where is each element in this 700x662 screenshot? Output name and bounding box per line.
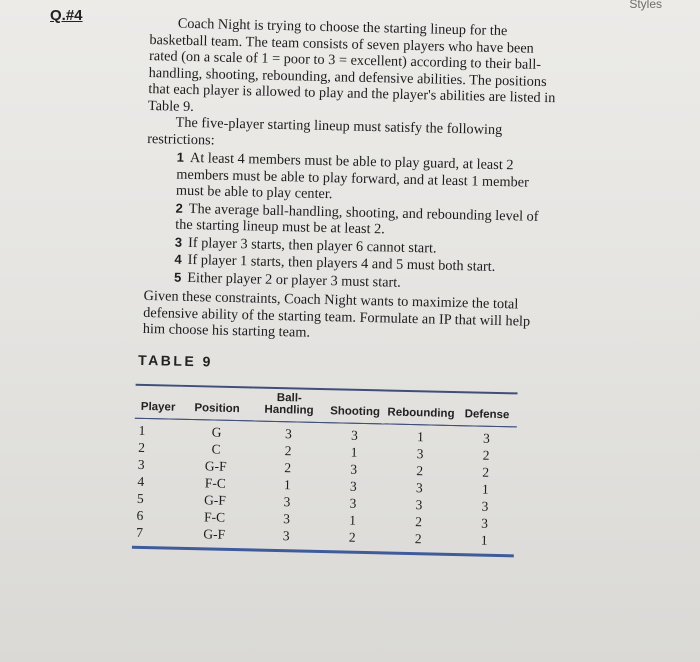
cell-position: G (211, 424, 222, 440)
header-ball-handling: Ball-Handling (264, 391, 314, 417)
player-ratings-table (132, 383, 517, 550)
cell-player: 1 (138, 422, 146, 438)
restriction-text: At least 4 members must be able to play guard, at least 2 members must be able to play forward, and at least 1 member must be able to play center. (175, 149, 530, 203)
cell-position: G-F (204, 458, 227, 474)
header-defense: Defense (464, 407, 510, 421)
cell-rebounding: 3 (415, 480, 423, 496)
restriction-text: Either player 2 or player 3 must start. (187, 269, 402, 291)
cell-shooting: 3 (349, 478, 357, 494)
cell-defense: 1 (481, 481, 489, 497)
cell-ball-handling: 3 (282, 528, 290, 544)
cell-ball-handling: 1 (283, 477, 291, 493)
cell-ball-handling: 3 (283, 511, 291, 527)
conclusion-paragraph: Given these constraints, Coach Night wants to maximize the total defensive ability of the starting team. Formulate an IP that will help him choose his starting team. (142, 287, 531, 341)
cell-shooting: 2 (348, 529, 356, 545)
cell-position: C (211, 441, 221, 457)
header-player: Player (140, 400, 176, 414)
cell-rebounding: 3 (416, 446, 424, 462)
restriction-number: 1 (176, 149, 185, 165)
restriction-number: 4 (174, 251, 182, 267)
restriction-number: 3 (174, 234, 183, 250)
cell-defense: 3 (481, 498, 489, 514)
cell-shooting: 3 (349, 495, 357, 511)
table-title: TABLE 9 (138, 351, 214, 370)
cell-ball-handling: 3 (284, 426, 293, 442)
header-rebounding: Rebounding (387, 405, 455, 420)
corner-label: Styles (629, 0, 662, 11)
cell-ball-handling: 2 (284, 443, 292, 459)
cell-position: G-F (203, 526, 226, 542)
cell-shooting: 3 (350, 427, 359, 443)
cell-position: F-C (203, 509, 226, 525)
question-number: Q.#4 (50, 7, 83, 24)
cell-shooting: 3 (350, 461, 358, 477)
cell-ball-handling: 3 (283, 494, 291, 510)
cell-defense: 3 (481, 515, 489, 531)
restriction-text: If player 3 starts, then player 6 cannot start. (187, 234, 437, 257)
cell-player: 4 (137, 473, 145, 489)
cell-player: 2 (138, 439, 146, 455)
restriction-text: If player 1 starts, then players 4 and 5 must both start. (187, 251, 496, 275)
restriction-item (176, 150, 557, 208)
cell-position: G-F (203, 492, 227, 508)
restriction-number: 5 (173, 269, 182, 285)
problem-content (138, 15, 560, 558)
cell-shooting: 1 (349, 512, 357, 528)
intro-paragraph: Coach Night is trying to choose the starting lineup for the basketball team. The team consists of seven players who have been rated (on a scale of 1 = poor to 3 = excellent) according to their ball-handling, shooting, rebounding, and defensive abilities. The positions that each player is allowed to play and the player's abilities are listed in Table 9. (147, 15, 556, 115)
header-shooting: Shooting (330, 404, 381, 418)
cell-rebounding: 2 (416, 463, 424, 479)
cell-defense: 2 (482, 447, 490, 463)
restriction-text: The average ball-handling, shooting, and rebounding level of the starting lineup must be at least 2. (175, 200, 539, 238)
cell-player: 3 (137, 456, 145, 472)
cell-position: F-C (204, 475, 227, 491)
cell-player: 6 (136, 507, 144, 523)
header-position: Position (194, 401, 240, 415)
cell-player: 7 (136, 524, 144, 540)
cell-defense: 2 (482, 464, 490, 480)
cell-defense: 1 (480, 532, 488, 548)
cell-rebounding: 3 (415, 497, 423, 513)
cell-defense: 3 (482, 430, 491, 446)
cell-ball-handling: 2 (284, 460, 292, 476)
restriction-number: 2 (175, 200, 184, 216)
cell-player: 5 (136, 490, 144, 506)
table-9 (132, 383, 518, 557)
cell-shooting: 1 (350, 444, 358, 460)
cell-rebounding: 2 (415, 514, 423, 530)
cell-rebounding: 1 (416, 429, 425, 445)
restrictions-list (174, 150, 557, 295)
restrictions-intro: The five-player starting lineup must satisfy the following restrictions: (147, 114, 503, 148)
cell-rebounding: 2 (414, 531, 422, 547)
